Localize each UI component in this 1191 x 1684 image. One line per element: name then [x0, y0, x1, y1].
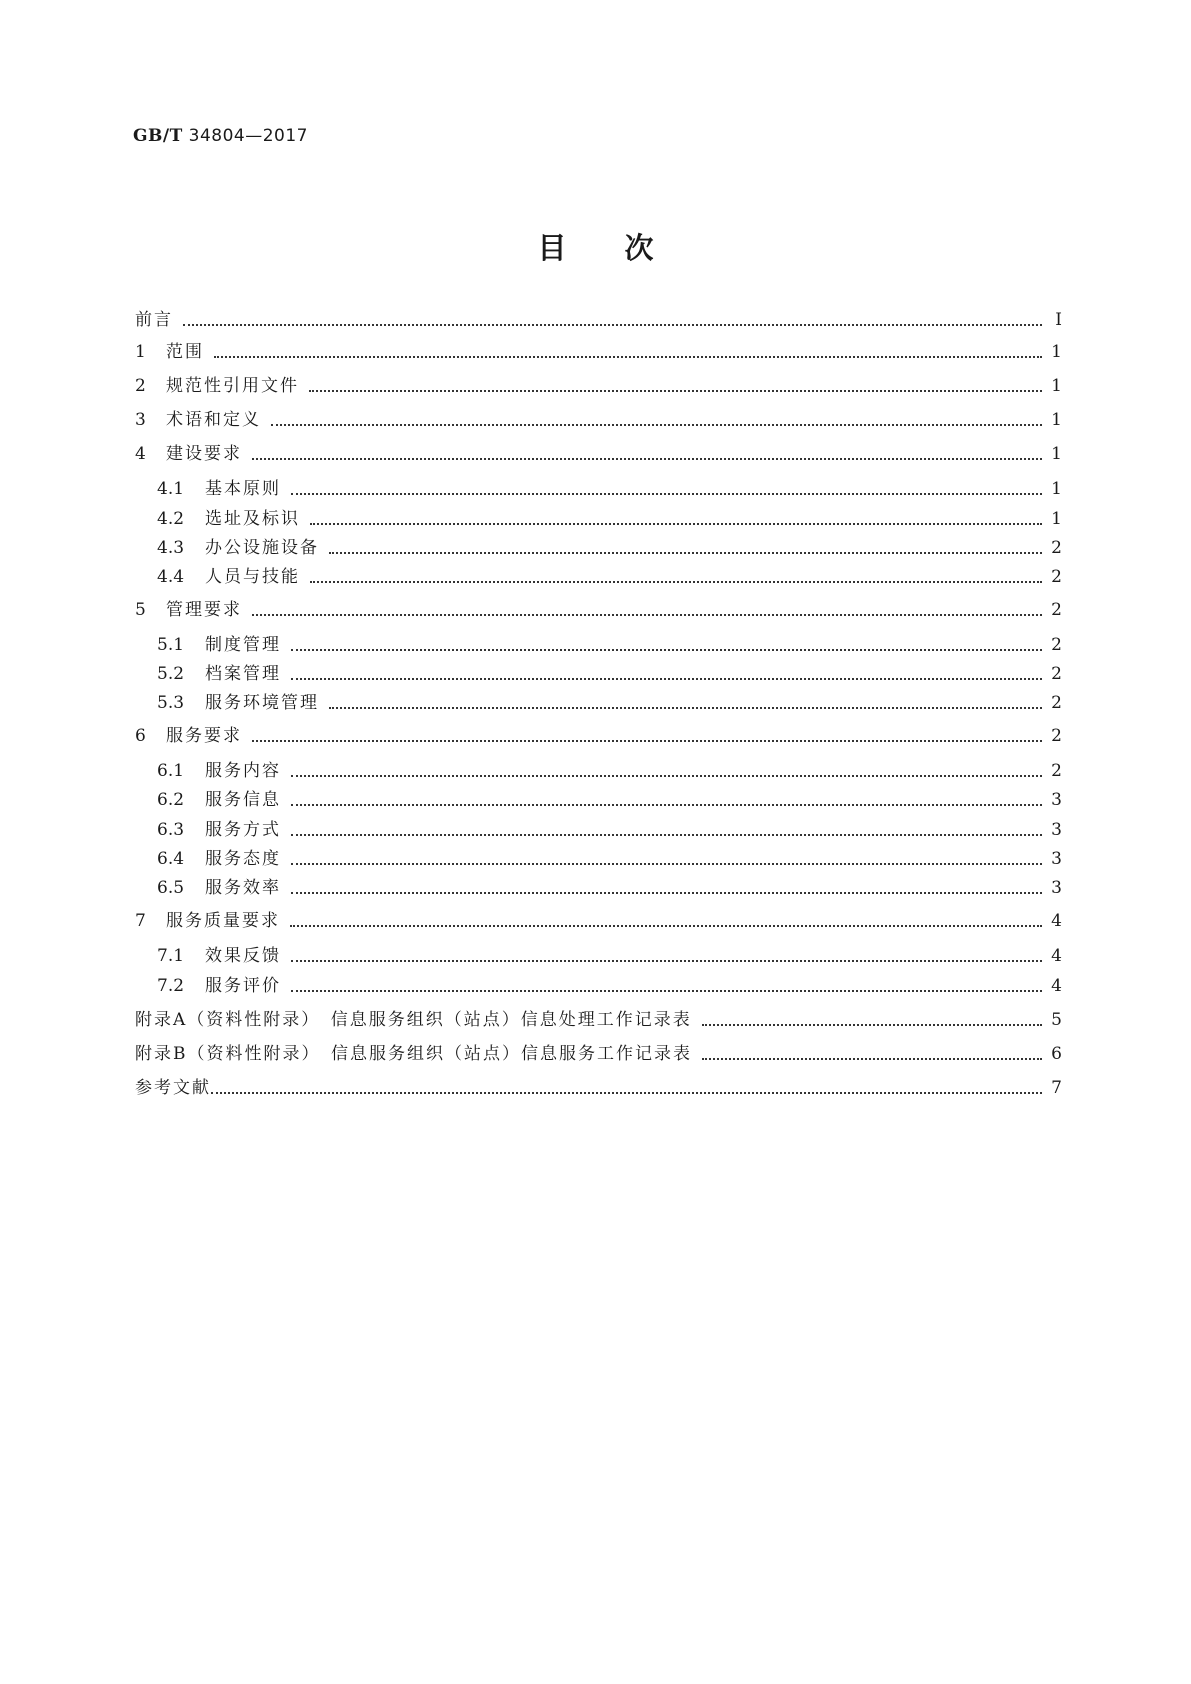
toc-entry[interactable]: [157, 662, 1062, 686]
toc-entry-page: 2: [1051, 693, 1062, 713]
toc-entry-page: 2: [1051, 664, 1062, 684]
toc-entry-number: 5.1: [157, 635, 185, 655]
toc-entry-label: 服务环境管理: [205, 693, 319, 713]
toc-entry-page: 1: [1051, 479, 1062, 499]
toc-dot-leader: [271, 423, 1042, 426]
toc-entry-label: 服务效率: [205, 878, 281, 898]
toc-entry-page: 4: [1051, 976, 1062, 996]
toc-entry-label: 制度管理: [205, 635, 281, 655]
toc-entry-label: 办公设施设备: [205, 538, 319, 558]
toc-entry-number: 1: [135, 342, 146, 362]
toc-entry-label: 服务态度: [205, 849, 281, 869]
toc-dot-leader: [290, 924, 1042, 927]
toc-dot-leader: [291, 862, 1042, 865]
toc-entry-page: 1: [1051, 376, 1062, 396]
standard-prefix: GB/T: [133, 126, 183, 146]
toc-entry-page: 1: [1051, 342, 1062, 362]
toc-entry-label: 管理要求: [166, 600, 242, 620]
toc-entry-label: 术语和定义: [166, 410, 261, 430]
toc-dot-leader: [310, 522, 1042, 525]
toc-entry[interactable]: [135, 408, 1062, 432]
toc-entry-number: 7.2: [157, 976, 185, 996]
toc-dot-leader: [329, 551, 1042, 554]
toc-entry-page: 3: [1051, 849, 1062, 869]
toc-entry[interactable]: [135, 442, 1062, 466]
toc-dot-leader: [310, 580, 1042, 583]
toc-entry-label: 服务质量要求: [166, 911, 280, 931]
toc-entry[interactable]: [157, 788, 1062, 812]
toc-entry-number: 3: [135, 410, 146, 430]
toc-entry-label: 人员与技能: [205, 567, 300, 587]
toc-entry-label: 服务信息: [205, 790, 281, 810]
toc-entry[interactable]: [135, 308, 1062, 332]
toc-entry-page: 5: [1051, 1010, 1062, 1030]
toc-entry-number: 5.2: [157, 664, 185, 684]
toc-entry[interactable]: [157, 818, 1062, 842]
toc-dot-leader: [291, 833, 1042, 836]
toc-entry[interactable]: [157, 477, 1062, 501]
toc-dot-leader: [183, 323, 1042, 326]
toc-entry[interactable]: [157, 633, 1062, 657]
toc-dot-leader: [291, 959, 1042, 962]
toc-entry[interactable]: [157, 507, 1062, 531]
toc-entry-number: 2: [135, 376, 146, 396]
toc-entry-number: 4: [135, 444, 146, 464]
toc-entry-number: 5: [135, 600, 146, 620]
toc-entry-number: 4.1: [157, 479, 185, 499]
toc-dot-leader: [252, 739, 1042, 742]
toc-entry-label: 选址及标识: [205, 509, 300, 529]
toc-entry-page: 2: [1051, 726, 1062, 746]
toc-entry-label: 规范性引用文件: [166, 376, 299, 396]
toc-entry[interactable]: [157, 691, 1062, 715]
toc-dot-leader: [252, 613, 1042, 616]
toc-entry-number: 7: [135, 911, 146, 931]
page-title: 目次: [537, 231, 712, 265]
toc-entry-page: 1: [1051, 444, 1062, 464]
toc-dot-leader: [291, 803, 1042, 806]
toc-entry-page: 1: [1051, 410, 1062, 430]
toc-dot-leader: [309, 389, 1042, 392]
toc-dot-leader: [291, 891, 1042, 894]
toc-entry[interactable]: [135, 374, 1062, 398]
standard-number: 34804—2017: [188, 126, 308, 146]
toc-entry[interactable]: [157, 536, 1062, 560]
toc-entry-page: 2: [1051, 761, 1062, 781]
toc-entry-label: 前言: [135, 310, 173, 330]
toc-entry[interactable]: [135, 1008, 1062, 1032]
toc-entry-label: 服务方式: [205, 820, 281, 840]
toc-entry-page: 6: [1051, 1044, 1062, 1064]
toc-entry-number: 7.1: [157, 946, 185, 966]
toc-entry-number: 6.4: [157, 849, 185, 869]
toc-entry[interactable]: [157, 759, 1062, 783]
toc-entry-page: 4: [1051, 946, 1062, 966]
toc-entry-label: 范围: [166, 342, 204, 362]
toc-entry[interactable]: [157, 876, 1062, 900]
toc-entry-page: 2: [1051, 567, 1062, 587]
toc-dot-leader: [702, 1057, 1042, 1060]
toc-entry-number: 6.5: [157, 878, 185, 898]
toc-dot-leader: [702, 1023, 1042, 1026]
standard-code: [133, 126, 308, 146]
toc-entry[interactable]: [157, 944, 1062, 968]
toc-dot-leader: [291, 989, 1042, 992]
toc-entry-page: 4: [1051, 911, 1062, 931]
toc-dot-leader: [291, 648, 1042, 651]
toc-entry-page: 3: [1051, 878, 1062, 898]
toc-entry[interactable]: [157, 565, 1062, 589]
toc-dot-leader: [214, 355, 1042, 358]
toc-entry-label: 附录A（资料性附录） 信息服务组织（站点）信息处理工作记录表: [135, 1010, 692, 1030]
toc-entry-page: Ⅰ: [1055, 310, 1062, 330]
toc-entry-label: 附录B（资料性附录） 信息服务组织（站点）信息服务工作记录表: [135, 1044, 692, 1064]
toc-entry-number: 4.4: [157, 567, 185, 587]
toc-entry[interactable]: [135, 340, 1062, 364]
toc-entry[interactable]: [135, 724, 1062, 748]
toc-entry-page: 2: [1051, 600, 1062, 620]
toc-dot-leader: [291, 492, 1042, 495]
toc-dot-leader: [291, 677, 1042, 680]
toc-entry-number: 6: [135, 726, 146, 746]
toc-dot-leader: [329, 706, 1042, 709]
toc-dot-leader: [291, 774, 1042, 777]
toc-entry-number: 4.3: [157, 538, 185, 558]
toc-entry[interactable]: [135, 1076, 1062, 1100]
toc-entry-page: 2: [1051, 635, 1062, 655]
toc-entry-number: 4.2: [157, 509, 185, 529]
toc-entry-page: 3: [1051, 820, 1062, 840]
toc-entry-label: 服务要求: [166, 726, 242, 746]
toc-dot-leader: [211, 1091, 1042, 1094]
toc-entry-label: 基本原则: [205, 479, 281, 499]
toc-entry[interactable]: [157, 974, 1062, 998]
toc-entry-page: 1: [1051, 509, 1062, 529]
toc-entry-page: 2: [1051, 538, 1062, 558]
toc-entry-label: 服务内容: [205, 761, 281, 781]
toc-entry-number: 6.1: [157, 761, 185, 781]
toc-dot-leader: [252, 457, 1042, 460]
toc-entry-label: 建设要求: [166, 444, 242, 464]
toc-entry-page: 7: [1051, 1078, 1062, 1098]
toc-entry-number: 6.2: [157, 790, 185, 810]
toc-entry-label: 效果反馈: [205, 946, 281, 966]
toc-entry[interactable]: [135, 909, 1062, 933]
toc-entry[interactable]: [135, 1042, 1062, 1066]
toc-entry-label: 服务评价: [205, 976, 281, 996]
toc-entry-number: 5.3: [157, 693, 185, 713]
toc-entry[interactable]: [135, 598, 1062, 622]
toc-entry-page: 3: [1051, 790, 1062, 810]
toc-entry[interactable]: [157, 847, 1062, 871]
toc-entry-label: 参考文献: [135, 1078, 211, 1098]
toc-entry-number: 6.3: [157, 820, 185, 840]
toc-entry-label: 档案管理: [205, 664, 281, 684]
